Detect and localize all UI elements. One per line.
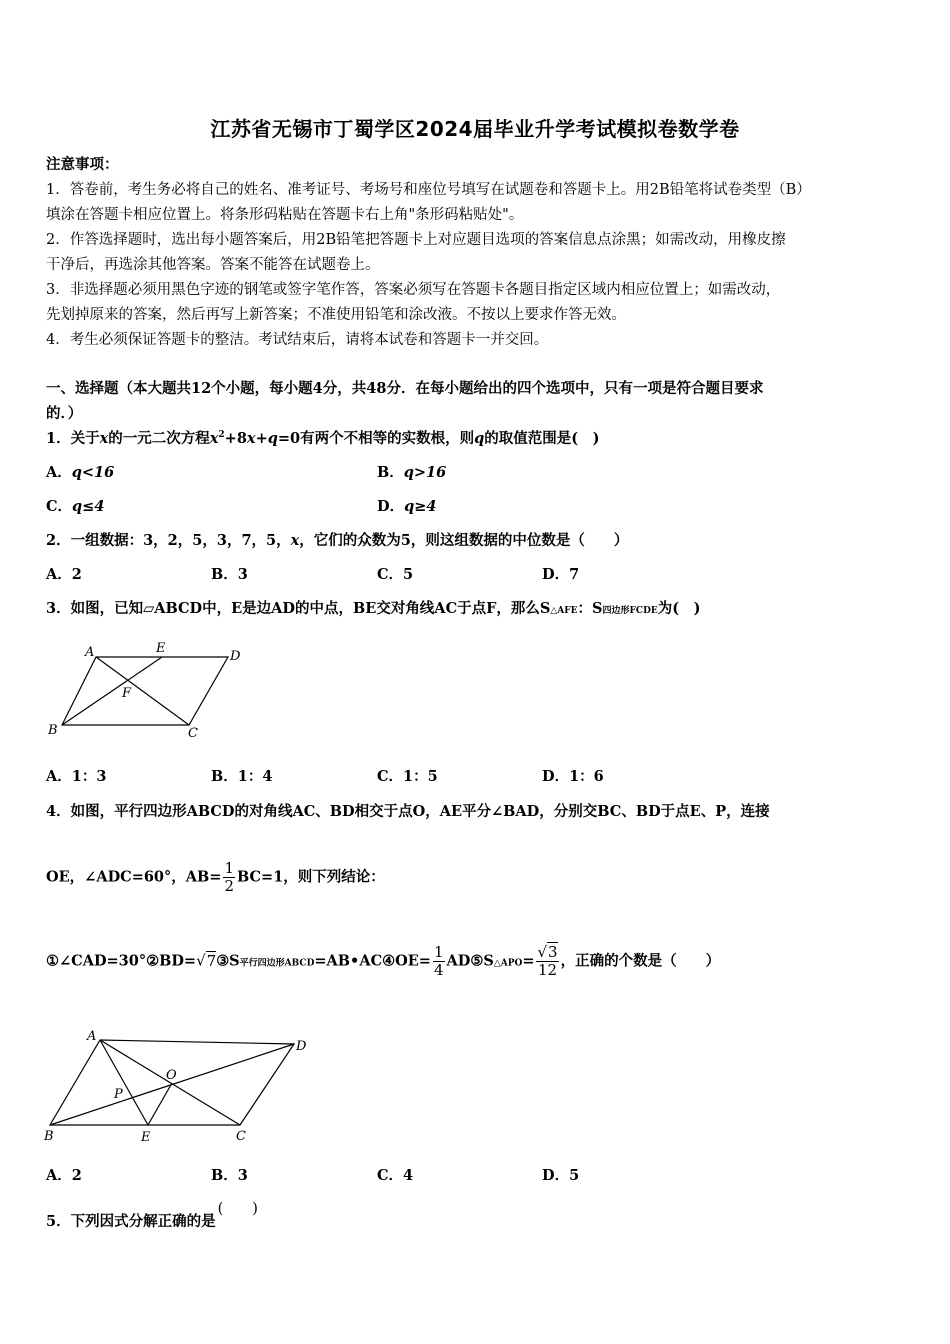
q1-option-b[interactable]: B．q>16 [377, 464, 447, 481]
notice-line: 2．作答选择题时，选出每小题答案后，用2B铅笔把答题卡上对应题目选项的答案信息点涂黑；如需改动，用橡皮擦 [46, 232, 786, 248]
q3-option-a[interactable]: A．1：3 [46, 768, 107, 785]
q1-option-a[interactable]: A．q<16 [46, 464, 115, 481]
q2-option-a[interactable]: A．2 [46, 566, 82, 583]
label-e: E [141, 1130, 151, 1145]
question-2: 2．一组数据：3，2，5，3，7，5，x，它们的众数为5，则这组数据的中位数是（ ） [46, 532, 629, 549]
label-c: C [188, 726, 198, 741]
q2-option-d[interactable]: D．7 [542, 566, 580, 583]
label-b: B [44, 1129, 54, 1144]
label-a: A [85, 645, 95, 660]
q2-option-c[interactable]: C．5 [377, 566, 414, 583]
label-d: D [296, 1039, 307, 1054]
question-4-statements: ①∠CAD=30°②BD=√7③S平行四边形ABCD=AB•AC④OE= $\frac{1}{4}$ AD⑤S△APO= $\frac{√3}{12}$ ，正确的个数是（ ） [46, 943, 721, 979]
q3-option-b[interactable]: B．1：4 [211, 768, 273, 785]
q2-option-b[interactable]: B．3 [211, 566, 248, 583]
question-3: 3．如图，已知▱ABCD中，E是边AD的中点，BE交对角线AC于点F，那么S△AFE：S四边形FCDE为( ) [46, 600, 701, 617]
q4-parallelogram-figure [40, 1024, 320, 1148]
q3-option-c[interactable]: C．1：5 [377, 768, 438, 785]
fraction-quarter: $\frac{1}{4}$ [433, 943, 444, 979]
q4-option-d[interactable]: D．5 [542, 1167, 580, 1184]
section-heading: 一、选择题（本大题共12个小题，每小题4分，共48分．在每小题给出的四个选项中，只有一项是符合题目要求 [46, 380, 764, 397]
label-e: E [156, 641, 166, 656]
section-heading-cont: 的．） [46, 405, 83, 422]
q3-parallelogram-figure [40, 636, 250, 748]
label-o: O [166, 1068, 177, 1083]
notice-line: 1．答卷前，考生务必将自己的姓名、准考证号、考场号和座位号填写在试题卷和答题卡上。用2B铅笔将试卷类型（B） [46, 182, 811, 198]
q4-option-a[interactable]: A．2 [46, 1167, 82, 1184]
question-5: 5．下列因式分解正确的是( ) [46, 1201, 258, 1230]
notice-heading: 注意事项： [46, 156, 119, 173]
sqrt-seven: √7 [196, 951, 217, 970]
q4-option-b[interactable]: B．3 [211, 1167, 248, 1184]
notice-line: 3．非选择题必须用黑色字迹的钢笔或签字笔作答，答案必须写在答题卡各题目指定区域内相应位置上；如需改动， [46, 282, 781, 298]
label-d: D [230, 649, 241, 664]
fraction-sqrt3-over-12: $\frac{√3}{12}$ [537, 943, 558, 979]
question-1: 1．关于x的一元二次方程$x^2+8x+q=0$有两个不相等的实数根，则q的取值范围是( ) [46, 430, 600, 447]
q3-option-d[interactable]: D．1：6 [542, 768, 604, 785]
label-c: C [236, 1129, 246, 1144]
notice-line: 干净后，再选涂其他答案。答案不能答在试题卷上。 [46, 257, 380, 273]
label-f: F [122, 686, 132, 701]
q1-option-d[interactable]: D．q≥4 [377, 498, 437, 515]
page-title: 江苏省无锡市丁蜀学区2024届毕业升学考试模拟卷数学卷 [210, 117, 740, 141]
label-b: B [48, 723, 58, 738]
notice-line: 先划掉原来的答案，然后再写上新答案；不准使用铅笔和涂改液。不按以上要求作答无效。 [46, 307, 626, 323]
notice-line: 4．考生必须保证答题卡的整洁。考试结束后，请将本试卷和答题卡一并交回。 [46, 332, 549, 348]
q4-option-c[interactable]: C．4 [377, 1167, 414, 1184]
question-4-condition: OE，∠ADC=60°，AB= $\frac{1}{2}$ BC=1，则下列结论： [46, 859, 385, 895]
q1-option-c[interactable]: C．q≤4 [46, 498, 105, 515]
label-p: P [114, 1087, 123, 1102]
fraction-half: $\frac{1}{2}$ [224, 859, 234, 895]
question-4: 4．如图，平行四边形ABCD的对角线AC、BD相交于点O，AE平分∠BAD，分别交BC、BD于点E、P，连接 [46, 803, 770, 820]
notice-line: 填涂在答题卡相应位置上。将条形码粘贴在答题卡右上角"条形码粘贴处"。 [46, 207, 524, 223]
label-a: A [87, 1029, 97, 1044]
